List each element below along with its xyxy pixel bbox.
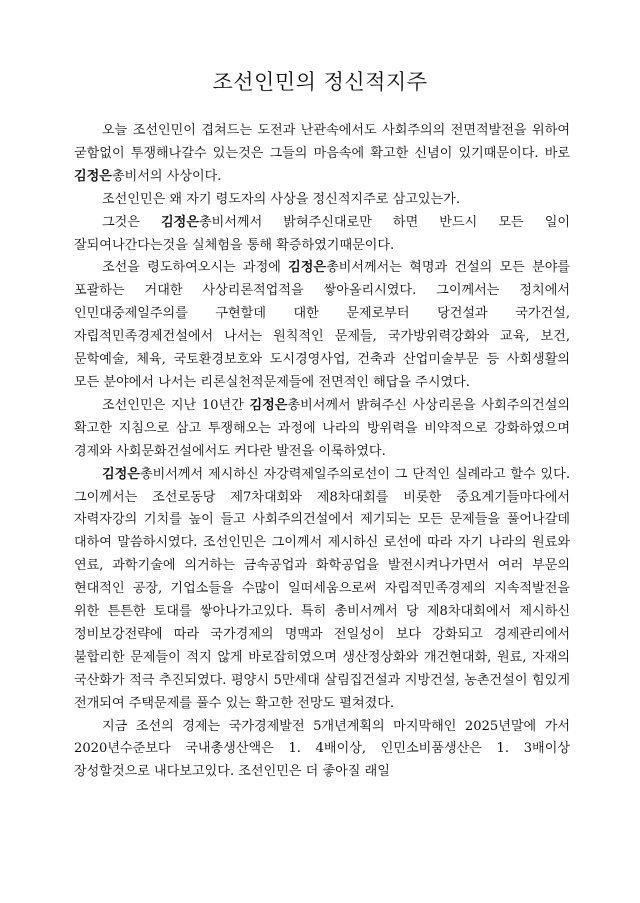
paragraph bbox=[74, 212, 570, 258]
paragraph bbox=[74, 395, 570, 464]
paragraph-text: 조선인민은 왜 자기 령도자의 사상을 정신적지주로 삼고있는가. bbox=[102, 191, 460, 207]
paragraph-text: 그것은 bbox=[102, 214, 162, 230]
paragraph-text: 총비서께서 밝혀주신 사상리론을 사회주의건설의 확고한 지침으로 삼고 투쟁해오는 과정에 나라의 방위력을 비약적으로 강화하였으며 경제와 사회문화건설에서도 커다란 발전을 이룩하였다. bbox=[74, 397, 570, 459]
leader-name: 김정은 bbox=[288, 260, 327, 276]
page-title: 조선인민의 정신적지주 bbox=[212, 70, 428, 94]
paragraph-text: 지금 조선의 경제는 국가경제발전 5개년계획의 마지막해인 2025년말에 가서 2020년수준보다 국내총생산액은 1. 4배이상, 인민소비품생산은 1. 3배이상 장성할것으로 내다보고있다. 조선인민은 더 좋아질 래일 bbox=[74, 718, 570, 780]
paragraph-text: 오늘 조선인민이 겹쳐드는 도전과 난관속에서도 사회주의의 전면적발전을 위하여 굳함없이 투쟁해나갈수 있는것은 그들의 마음속에 확고한 신념이 있기때문이다. 바로 bbox=[74, 123, 570, 161]
paragraph-text: 총비서의 사상이다. bbox=[111, 168, 222, 184]
paragraph-text: 조선을 령도하여오시는 과정에 bbox=[102, 260, 289, 276]
leader-name: 김정은 bbox=[102, 466, 140, 482]
paragraph-text: 총비서께서 밝혀주신대로만 하면 반드시 모든 일이 잘되여나간다는것을 실체험을 통해 확증하였기때문이다. bbox=[74, 214, 570, 253]
paragraph bbox=[74, 120, 570, 189]
article-body bbox=[74, 120, 570, 784]
paragraph bbox=[74, 464, 570, 716]
paragraph bbox=[74, 189, 570, 212]
leader-name: 김정은 bbox=[74, 168, 112, 184]
paragraph bbox=[74, 716, 570, 785]
paragraph-text: 총비서께서 제시하신 자강력제일주의로선이 그 단적인 실례라고 할수 있다. 그이께서는 조선로동당 제7차대회와 제8차대회를 비롯한 중요계기들마다에서 자력자강의 기치를 높이 들고 사회주의건설에서 제기되는 모든 문제들을 풀어나갈데 대하여 말씀하시였다. 조선인민은 그이께서 제시하신 로선에 따라 자기 나라의 원료와 연료, 과학기술에 의거하는 금속공업과 화학공업을 발전시켜나가면서 여러 부문의 현대적인 공장, 기업소들을 수많이 일떠세움으로써 자립적민족경제의 지속적발전을 위한 튼튼한 토대를 쌓아나가고있다. 특히 총비서께서 당 제8차대회에서 제시하신 정비보강전략에 따라 국가경제의 명맥과 전일성이 보다 강화되고 경제관리에서 불합리한 문제들이 적지 않게 바로잡히였으며 생산정상화와 개건현대화, 원료, 자재의 국산화가 적극 추진되였다. 평양시 5만세대 살림집건설과 지방건설, 농촌건설이 힘있게 전개되여 주택문제를 풀수 있는 확고한 전망도 펼쳐졌다. bbox=[74, 466, 570, 711]
paragraph-text: 조선인민은 지난 10년간 bbox=[102, 397, 250, 413]
leader-name: 김정은 bbox=[161, 214, 199, 230]
paragraph bbox=[74, 257, 570, 394]
leader-name: 김정은 bbox=[249, 397, 288, 413]
paragraph-text: 총비서께서는 혁명과 건설의 모든 분야를 포괄하는 거대한 사상리론적업적을 쌓아올리시였다. 그이께서는 정치에서 인민대중제일주의를 구현할데 대한 문제로부터 당건설과 국가건설, 자립적민족경제건설에서 나서는 원칙적인 문제들, 국가방위력강화와 교육, 보건, 문학예술, 체육, 국토환경보호와 도시경영사업, 건축과 산업미술부문 등 사회생활의 모든 분야에서 나서는 리론실천적문제들에 전면적인 해답을 주시였다. bbox=[74, 260, 570, 390]
